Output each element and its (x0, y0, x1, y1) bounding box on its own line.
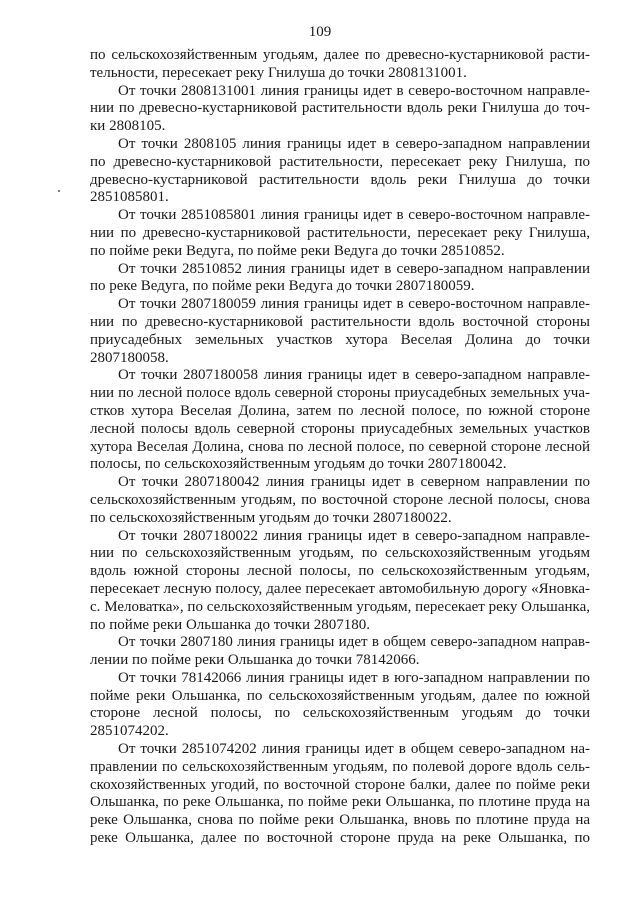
text-line: От точки 2808131001 линия границы идет в северо-восточном направле- (118, 82, 590, 99)
text-line: ки 2808105. (90, 118, 166, 135)
text-line: по реке Ведуга, по пойме реки Ведуга до точки 2807180059. (90, 278, 475, 295)
text-line: лении по пойме реки Ольшанка до точки 78142066. (90, 652, 420, 669)
text-line: 2851085801. (90, 189, 169, 206)
text-line: 2851074202. (90, 723, 169, 740)
page-number: 109 (308, 24, 332, 40)
text-line: От точки 78142066 линия границы идет в юго-западном направлении по (118, 669, 590, 686)
text-line: От точки 2807180022 линия границы идет в северо-западном направле- (118, 527, 590, 544)
text-line: лесной полосы вдоль северной стороны приусадебных земельных участков (90, 420, 590, 437)
text-line: От точки 28510852 линия границы идет в северо-западном направлении (118, 260, 590, 277)
text-line: От точки 2807180058 линия границы идет в северо-западном направле- (118, 367, 590, 384)
text-line: стков хутора Веселая Долина, затем по лесной полосе, по южной стороне (90, 402, 590, 419)
text-line: От точки 2807180 линия границы идет в общем северо-западном направ- (118, 634, 590, 651)
paragraph (90, 367, 590, 474)
paragraph (90, 474, 590, 527)
text-line: стороне лесной полосы, по сельскохозяйственным угодьям до точки (90, 705, 590, 722)
text-line: по пойме реки Ольшанка до точки 2807180. (90, 616, 371, 633)
text-line: скохозяйственных угодий, по восточной стороне балки, далее по пойме реки (90, 776, 590, 793)
text-line: хутора Веселая Долина, снова по лесной полосе, по северной стороне лесной (90, 438, 590, 455)
document-body (90, 47, 590, 848)
paragraph (90, 634, 590, 670)
text-line: древесно-кустарниковой растительности вдоль реки Гнилуша до точки (90, 171, 590, 188)
text-line: От точки 2807180059 линия границы идет в северо-восточном направле- (118, 296, 590, 313)
text-line: с. Меловатка», по сельскохозяйственным угодьям, пересекает реку Ольшанка, (90, 598, 590, 615)
paragraph (90, 207, 590, 260)
scan-speck (58, 190, 60, 192)
paragraph (90, 296, 590, 367)
text-line: От точки 2808105 линия границы идет в северо-западном направлении (118, 135, 590, 152)
text-line: по сельскохозяйственным угодьям до точки 2807180022. (90, 509, 452, 526)
text-line: реке Ольшанка, снова по пойме реки Ольшанка, вновь по плотине пруда на (90, 812, 590, 829)
paragraph (90, 670, 590, 741)
text-line: тельности, пересекает реку Гнилуша до точки 2808131001. (90, 64, 467, 81)
text-line: по древесно-кустарниковой растительности, пересекает реку Гнилуша, по (90, 153, 590, 170)
text-line: От точки 2851074202 линия границы идет в общем северо-западном на- (118, 741, 590, 758)
text-line: по пойме реки Ведуга, по пойме реки Ведуга до точки 28510852. (90, 242, 505, 259)
text-line: нии по древесно-кустарниковой растительности вдоль восточной стороны (90, 313, 590, 330)
paragraph (90, 528, 590, 635)
text-line: правлении по сельскохозяйственным угодьям, по полевой дороге вдоль сель- (90, 758, 590, 775)
text-line: нии по лесной полосе вдоль северной стороны приусадебных земельных уча- (90, 385, 590, 402)
text-line: пересекает лесную полосу, далее пересекает автомобильную дорогу «Яновка- (90, 580, 590, 597)
text-line: полосы, по сельскохозяйственным угодьям до точки 2807180042. (90, 456, 507, 473)
text-line: От точки 2851085801 линия границы идет в северо-восточном направле- (118, 207, 590, 224)
paragraph (90, 261, 590, 297)
paragraph (90, 741, 590, 848)
text-line: нии по древесно-кустарниковой растительности, пересекает реку Гнилуша, (90, 224, 590, 241)
text-line: вдоль южной стороны лесной полосы, по сельскохозяйственным угодьям, (90, 563, 590, 580)
text-line: пойме реки Ольшанка, по сельскохозяйственным угодьям, далее по южной (90, 687, 590, 704)
text-line: Ольшанка, по реке Ольшанка, по пойме реки Ольшанка, по плотине пруда на (90, 794, 590, 811)
paragraph (90, 47, 590, 83)
text-line: сельскохозяйственным угодьям, по восточной стороне лесной полосы, снова (90, 491, 590, 508)
text-line: От точки 2807180042 линия границы идет в северном направлении по (118, 474, 590, 491)
text-line: по сельскохозяйственным угодьям, далее по древесно-кустарниковой расти- (90, 47, 590, 63)
text-line: нии по сельскохозяйственным угодьям, по сельскохозяйственным угодьям (90, 545, 590, 562)
text-line: реке Ольшанка, далее по восточной стороне пруда на реке Ольшанка, по (90, 830, 590, 847)
paragraph (90, 83, 590, 136)
text-line: приусадебных земельных участков хутора Веселая Долина до точки (90, 331, 590, 348)
text-line: нии по древесно-кустарниковой растительности вдоль реки Гнилуша до точ- (90, 100, 590, 117)
text-line: 2807180058. (90, 349, 169, 366)
paragraph (90, 136, 590, 207)
